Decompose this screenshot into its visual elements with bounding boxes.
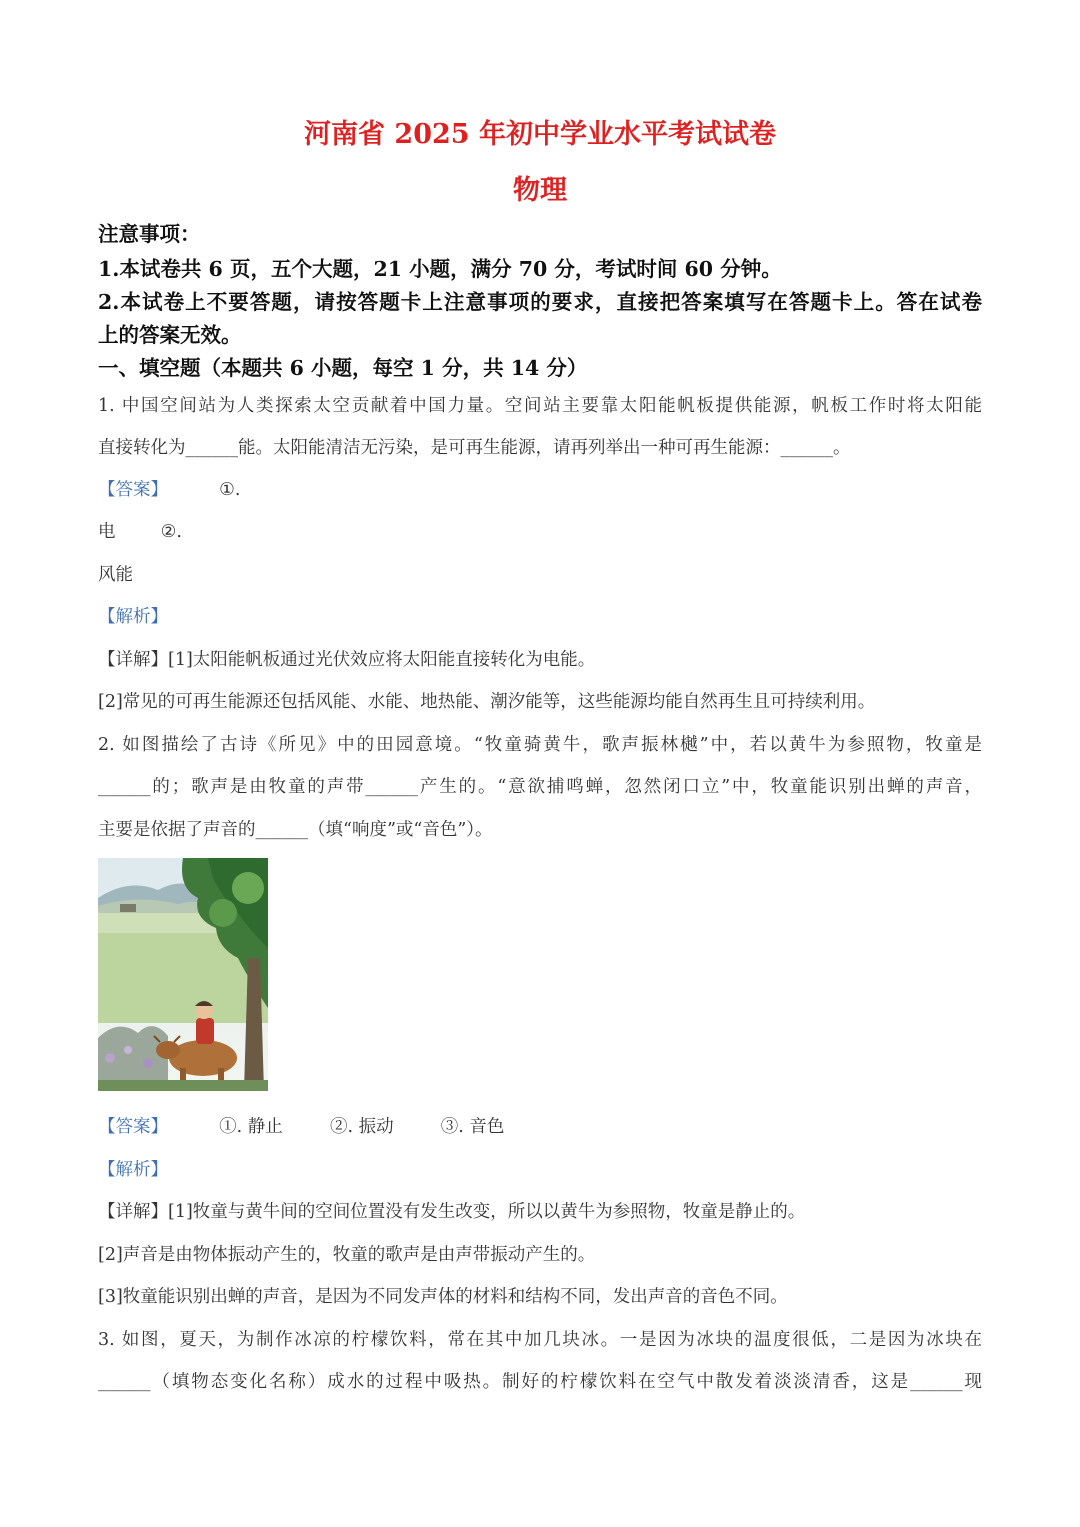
- q2-detail-2: [2]声音是由物体振动产生的，牧童的歌声是由声带振动产生的。: [98, 1245, 596, 1265]
- q1-answer-tag: 【答案】: [98, 480, 168, 500]
- q2-text-line-3: 主要是依据了声音的______（填“响度”或“音色”）。: [98, 820, 493, 840]
- q1-analysis-tag: 【解析】: [98, 607, 168, 627]
- notice-item-2-line-1: 2.本试卷上不要答题，请按答题卡上注意事项的要求，直接把答案填写在答题卡上。答在试卷: [98, 290, 982, 314]
- q1-detail-1-text: [1]太阳能帆板通过光伏效应将太阳能直接转化为电能。: [168, 650, 596, 670]
- q1-answer-marker-1: ①.: [219, 480, 241, 500]
- exam-title: 河南省 2025 年初中学业水平考试试卷: [304, 119, 776, 150]
- q2-detail-tag: 【详解】: [98, 1202, 168, 1222]
- q1-answer-1: 电: [98, 522, 116, 542]
- q2-answer-row: [98, 1113, 504, 1138]
- notice-item-1: 1.本试卷共 6 页，五个大题，21 小题，满分 70 分，考试时间 60 分钟。: [98, 257, 782, 281]
- q2-detail-1-text: [1]牧童与黄牛间的空间位置没有发生改变，所以以黄牛为参照物，牧童是静止的。: [168, 1202, 806, 1222]
- q2-detail-1: [98, 1198, 805, 1223]
- q2-illustration-herdboy-on-ox: [98, 858, 268, 1091]
- q2-answer-tag: 【答案】: [98, 1117, 168, 1137]
- q2-answer-2: ②. 振动: [329, 1117, 394, 1137]
- q1-answer-2: 风能: [98, 565, 133, 585]
- q2-analysis-tag: 【解析】: [98, 1160, 168, 1180]
- q1-text-line-2: 直接转化为______能。太阳能清洁无污染，是可再生能源，请再列举出一种可再生能源：______。: [98, 438, 851, 458]
- q3-text-line-1: 3. 如图，夏天，为制作冰凉的柠檬饮料，常在其中加几块冰。一是因为冰块的温度很低，二是因为冰块在: [98, 1330, 982, 1350]
- q2-text-line-1: 2. 如图描绘了古诗《所见》中的田园意境。“牧童骑黄牛，歌声振林樾”中，若以黄牛为参照物，牧童是: [98, 735, 982, 755]
- q1-detail-2: [2]常见的可再生能源还包括风能、水能、地热能、潮汐能等，这些能源均能自然再生且可持续利用。: [98, 692, 876, 712]
- q2-text-line-2: ______的；歌声是由牧童的声带______产生的。“意欲捕鸣蝉，忽然闭口立”中，牧童能识别出蝉的声音，: [98, 777, 982, 797]
- q1-answer-row: [98, 476, 240, 501]
- q1-text-line-1: 1. 中国空间站为人类探索太空贡献着中国力量。空间站主要靠太阳能帆板提供能源，帆板工作时将太阳能: [98, 396, 982, 416]
- q1-detail-tag: 【详解】: [98, 650, 168, 670]
- q1-answer-row-2: [98, 518, 182, 543]
- q2-detail-3: [3]牧童能识别出蝉的声音，是因为不同发声体的材料和结构不同，发出声音的音色不同。: [98, 1287, 788, 1307]
- q3-text-line-2: ______（填物态变化名称）成水的过程中吸热。制好的柠檬饮料在空气中散发着淡淡清香，这是______现: [98, 1372, 982, 1392]
- notice-item-2-line-2: 上的答案无效。: [98, 323, 242, 347]
- notice-heading: 注意事项：: [98, 222, 201, 246]
- q1-answer-marker-2: ②.: [160, 522, 182, 542]
- exam-subject: 物理: [513, 175, 567, 206]
- section-1-heading: 一、填空题（本题共 6 小题，每空 1 分，共 14 分）: [98, 356, 588, 380]
- q2-answer-1: ①. 静止: [219, 1117, 283, 1137]
- q2-answer-3: ③. 音色: [440, 1117, 505, 1137]
- q1-detail-1: [98, 646, 595, 671]
